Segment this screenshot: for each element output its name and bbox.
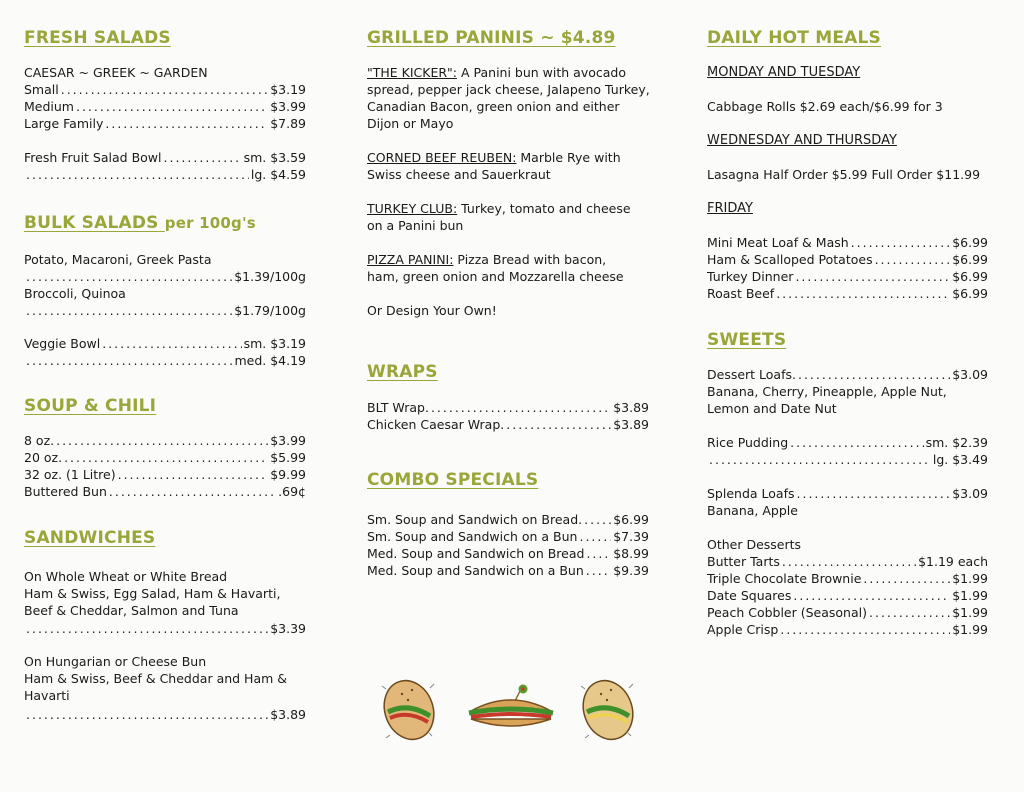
bulk-salads-item-label: Potato, Macaroni, Greek Pasta <box>24 252 212 267</box>
flavor-list: Banana, Cherry, Pineapple, Apple Nut, <box>707 384 947 399</box>
panini-design-own: Or Design Your Own! <box>367 303 497 318</box>
list-item: BLT Wrap. ..... $3.89 <box>367 399 649 416</box>
bulk-salads-heading: BULK SALADS per 100g's <box>24 213 256 233</box>
panini-desc: on a Panini bun <box>367 218 464 233</box>
wraps-heading: WRAPS <box>367 362 438 382</box>
sandwich-group-desc: Ham & Swiss, Beef & Cheddar and Ham & <box>24 671 288 686</box>
panini-club: TURKEY CLUB: Turkey, tomato and cheese <box>367 201 631 216</box>
panini-desc: spread, pepper jack cheese, Jalapeno Turkey, <box>367 82 650 97</box>
list-item: Fresh Fruit Salad Bowl ..... sm. $3.59 <box>24 149 306 166</box>
combo-heading: COMBO SPECIALS <box>367 470 539 490</box>
sandwiches-heading: SANDWICHES <box>24 528 156 548</box>
hot-meal-item: Cabbage Rolls $2.69 each/$6.99 for 3 <box>707 99 943 114</box>
sandwich-group-desc: Beef & Cheddar, Salmon and Tuna <box>24 603 239 618</box>
sandwich-group-title: On Whole Wheat or White Bread <box>24 569 228 584</box>
list-item: Peach Cobbler (Seasonal) ..... $1.99 <box>707 604 988 621</box>
sandwich-icon <box>378 672 440 744</box>
sandwich-icon <box>577 672 639 744</box>
panini-reuben: CORNED BEEF REUBEN: Marble Rye with <box>367 150 621 165</box>
list-item: ..... $3.89 <box>24 706 306 723</box>
list-item: Roast Beef ..... $6.99 <box>707 285 988 302</box>
day-heading: MONDAY AND TUESDAY <box>707 65 861 80</box>
list-item: Splenda Loafs ..... $3.09 <box>707 485 988 502</box>
fresh-salads-subtitle: CAESAR ~ GREEK ~ GARDEN <box>24 65 208 80</box>
list-item: ..... med. $4.19 <box>24 352 306 369</box>
list-item: Ham & Scalloped Potatoes ..... $6.99 <box>707 251 988 268</box>
hot-meal-item: Lasagna Half Order $5.99 Full Order $11.99 <box>707 167 981 182</box>
list-item: Chicken Caesar Wrap. ..... $3.89 <box>367 416 649 433</box>
fresh-salads-heading: FRESH SALADS <box>24 28 171 48</box>
flavor-list: Lemon and Date Nut <box>707 401 837 416</box>
panini-kicker: "THE KICKER": A Panini bun with avocado <box>367 65 626 80</box>
list-item: Turkey Dinner ..... $6.99 <box>707 268 988 285</box>
flavor-list: Banana, Apple <box>707 503 798 518</box>
other-desserts-label: Other Desserts <box>707 537 802 552</box>
soup-chili-heading: SOUP & CHILI <box>24 396 157 416</box>
list-item: Sm. Soup and Sandwich on a Bun ..... $7.39 <box>367 528 649 545</box>
panini-desc: Dijon or Mayo <box>367 116 454 131</box>
list-item: Rice Pudding ..... sm. $2.39 <box>707 434 988 451</box>
paninis-heading: GRILLED PANINIS ~ $4.89 <box>367 28 616 48</box>
list-item: Veggie Bowl ..... sm. $3.19 <box>24 335 306 352</box>
list-item: Date Squares ..... $1.99 <box>707 587 988 604</box>
sandwich-group-desc: Ham & Swiss, Egg Salad, Ham & Havarti, <box>24 586 281 601</box>
list-item: 20 oz. ..... $5.99 <box>24 449 306 466</box>
list-item: ..... lg. $4.59 <box>24 166 306 183</box>
list-item: Dessert Loafs. ..... $3.09 <box>707 366 988 383</box>
sandwich-group-desc: Havarti <box>24 688 70 703</box>
list-item: ..... lg. $3.49 <box>707 451 988 468</box>
list-item: Large Family ..... $7.89 <box>24 115 306 132</box>
sandwich-group-title: On Hungarian or Cheese Bun <box>24 654 207 669</box>
list-item: ..... $1.39/100g <box>24 268 306 285</box>
bulk-salads-item-label: Broccoli, Quinoa <box>24 286 126 301</box>
day-heading: FRIDAY <box>707 201 753 216</box>
list-item: Med. Soup and Sandwich on Bread ..... $8.99 <box>367 545 649 562</box>
list-item: ..... $3.39 <box>24 620 306 637</box>
panini-desc: Swiss cheese and Sauerkraut <box>367 167 551 182</box>
sweets-heading: SWEETS <box>707 330 787 350</box>
list-item: Small ..... $3.19 <box>24 81 306 98</box>
list-item: Buttered Bun ..... .69¢ <box>24 483 306 500</box>
list-item: 32 oz. (1 Litre) ..... $9.99 <box>24 466 306 483</box>
panini-desc: Canadian Bacon, green onion and either <box>367 99 620 114</box>
list-item: Sm. Soup and Sandwich on Bread. ..... $6.99 <box>367 511 649 528</box>
list-item: Mini Meat Loaf & Mash ..... $6.99 <box>707 234 988 251</box>
sub-sandwich-icon <box>465 683 557 733</box>
panini-pizza: PIZZA PANINI: Pizza Bread with bacon, <box>367 252 607 267</box>
hot-meals-heading: DAILY HOT MEALS <box>707 28 881 48</box>
list-item: Medium ..... $3.99 <box>24 98 306 115</box>
panini-desc: ham, green onion and Mozzarella cheese <box>367 269 624 284</box>
day-heading: WEDNESDAY AND THURSDAY <box>707 133 897 148</box>
list-item: Apple Crisp ..... $1.99 <box>707 621 988 638</box>
list-item: Triple Chocolate Brownie ..... $1.99 <box>707 570 988 587</box>
list-item: Med. Soup and Sandwich on a Bun ..... $9.39 <box>367 562 649 579</box>
list-item: Butter Tarts ..... $1.19 each <box>707 553 988 570</box>
list-item: 8 oz. ..... $3.99 <box>24 432 306 449</box>
list-item: ..... $1.79/100g <box>24 302 306 319</box>
